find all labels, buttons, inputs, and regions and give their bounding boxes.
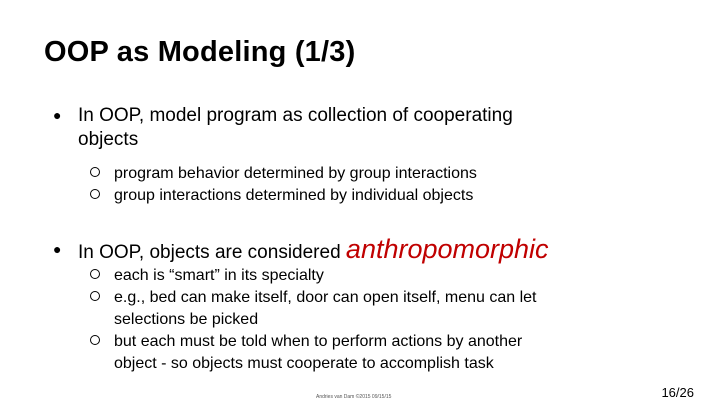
- circle-bullet-icon: [90, 269, 100, 279]
- sub-bullet-text: e.g., bed can make itself, door can open itself, menu can let: [114, 289, 537, 306]
- slide-title: OOP as Modeling (1/3): [44, 36, 356, 68]
- sub-bullet-text: each is “smart” in its specialty: [114, 267, 324, 284]
- bullet-1-line-2: objects: [78, 129, 139, 150]
- circle-bullet-icon: [90, 335, 100, 345]
- circle-bullet-icon: [90, 167, 100, 177]
- sub-bullet-text: group interactions determined by individual objects: [114, 187, 474, 204]
- bullet-dot-icon: ●: [53, 107, 62, 123]
- slide-footer: Andries van Dam ©2015 09/15/15: [316, 394, 392, 400]
- sub-bullet-text: selections be picked: [114, 311, 259, 328]
- sub-bullet-text: but each must be told when to perform actions by another: [114, 333, 523, 350]
- bullet-2-line: [78, 234, 549, 264]
- bullet-dot-icon: ●: [53, 241, 62, 257]
- sub-bullet-text: program behavior determined by group interactions: [114, 165, 477, 182]
- page-number: 16/26: [661, 385, 694, 400]
- anthropomorphic-highlight: anthropomorphic: [345, 234, 549, 264]
- sub-bullet-text: object - so objects must cooperate to accomplish task: [114, 355, 494, 372]
- circle-bullet-icon: [90, 291, 100, 301]
- bullet-2-prefix: In OOP, objects are considered: [78, 242, 346, 263]
- circle-bullet-icon: [90, 189, 100, 199]
- bullet-1-line-1: In OOP, model program as collection of cooperating: [78, 105, 513, 126]
